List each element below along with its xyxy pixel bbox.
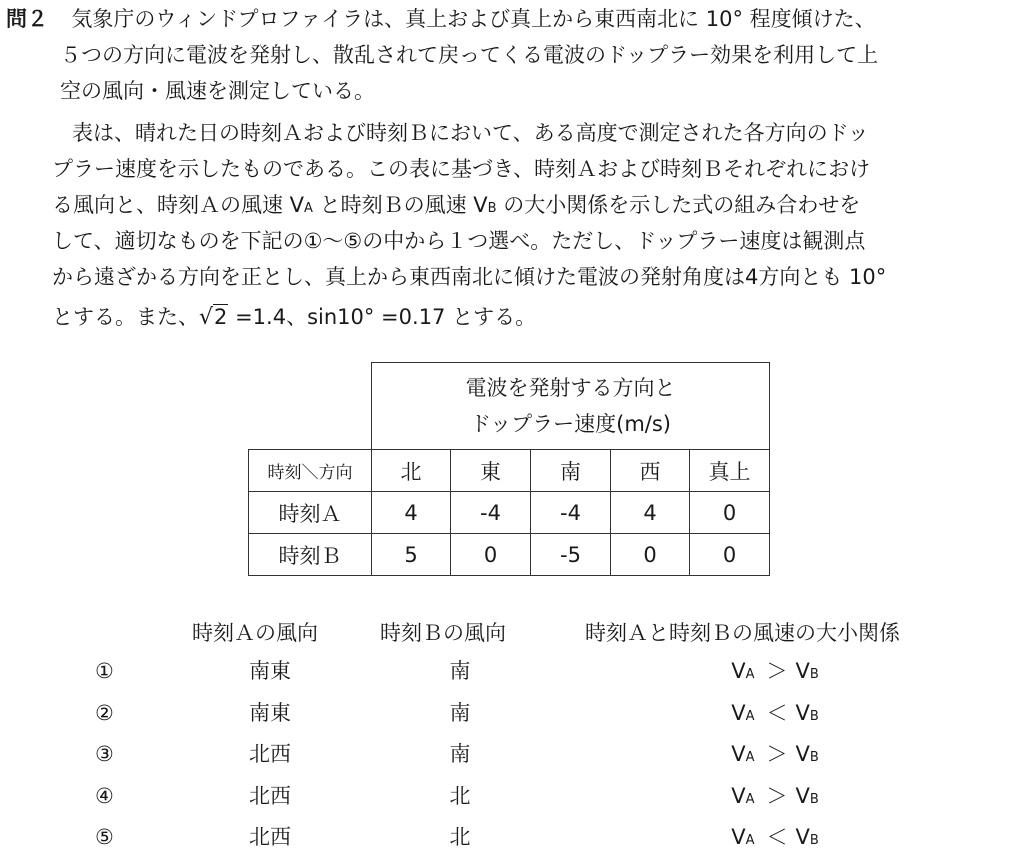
subscript-b: B (487, 201, 497, 216)
relation-symbol: ＞ (766, 784, 788, 808)
option-wind-dir-a: 北西 (249, 825, 291, 849)
question-line-3: 空の風向・風速を測定している。 (60, 79, 375, 103)
option-speed-relation (690, 781, 860, 815)
question-line-4: 表は、晴れた日の時刻Ａおよび時刻Ｂにおいて、ある高度で測定された各方向のドッ (72, 121, 869, 145)
table-header-line-2: ドップラー速度(m/s) (469, 412, 672, 436)
question-number: 問２ (6, 7, 48, 31)
table-cell: -5 (531, 534, 611, 576)
sqrt-radicand: 2 (214, 305, 228, 329)
question-text-1: 気象庁のウィンドプロファイラは、真上および真上から東西南北に 10° 程度傾けた、 (71, 7, 876, 31)
v-symbol: V (795, 825, 810, 849)
subscript-a: A (745, 709, 755, 724)
option-speed-relation (690, 698, 860, 732)
v-symbol: V (731, 742, 746, 766)
v-symbol: V (731, 659, 746, 683)
option-wind-dir-b: 南 (449, 659, 471, 683)
table-header-line-1: 電波を発射する方向と (465, 376, 676, 400)
question-line-1 (6, 4, 876, 34)
table-direction-row (249, 450, 770, 492)
option-wind-dir-a: 北西 (249, 742, 291, 766)
dir-north: 北 (372, 450, 451, 492)
option-wind-dir-a: 北西 (249, 784, 291, 808)
table-cell: 4 (611, 492, 690, 534)
table-cell: -4 (451, 492, 531, 534)
v-symbol: V (795, 742, 810, 766)
dir-south: 南 (531, 450, 611, 492)
subscript-b: B (809, 750, 819, 765)
subscript-a: A (304, 201, 313, 216)
subscript-a: A (745, 750, 755, 765)
question-line-2: ５つの方向に電波を発射し、散乱されて戻ってくる電波のドップラー効果を利用して上 (60, 43, 879, 67)
option-speed-relation (690, 656, 860, 690)
options-header-rel: 時刻Ａと時刻Ｂの風速の大小関係 (585, 621, 900, 645)
relation-symbol: ＞ (766, 659, 788, 683)
v-symbol: V (795, 784, 810, 808)
option-number[interactable]: ⑤ (95, 825, 114, 849)
table-cell: 0 (451, 534, 531, 576)
option-speed-relation (690, 739, 860, 773)
table-cell: 4 (372, 492, 451, 534)
table-header-cell (372, 363, 770, 450)
question-text-6a: る風向と、時刻Ａの風速 V (52, 193, 305, 217)
option-wind-dir-b: 北 (449, 825, 471, 849)
table-blank-cell (249, 363, 372, 450)
options-header-b: 時刻Ｂの風向 (380, 621, 506, 645)
dir-east: 東 (451, 450, 531, 492)
relation-symbol: ＞ (766, 742, 788, 766)
option-number[interactable]: ④ (95, 784, 114, 808)
table-cell: 0 (690, 534, 770, 576)
question-line-8: から遠ざかる方向を正とし、真上から東西南北に傾けた電波の発射角度は4方向とも 10° (52, 265, 887, 289)
table-cell: -4 (531, 492, 611, 534)
option-number[interactable]: ① (95, 659, 114, 683)
row-label-a: 時刻Ａ (249, 492, 372, 534)
question-line-5: プラー速度を示したものである。この表に基づき、時刻Ａおよび時刻Ｂそれぞれにおけ (52, 157, 871, 181)
table-row (249, 492, 770, 534)
question-text-6c: の大小関係を示した式の組み合わせを (496, 193, 861, 217)
question-line-7: して、適切なものを下記の①〜⑤の中から１つ選べ。ただし、ドップラー速度は観測点 (52, 229, 866, 253)
table-corner-label: 時刻＼方向 (249, 450, 372, 492)
subscript-a: A (745, 667, 755, 682)
v-symbol: V (731, 784, 746, 808)
option-number[interactable]: ② (95, 701, 114, 725)
dir-zenith: 真上 (690, 450, 770, 492)
table-row (249, 534, 770, 576)
v-symbol: V (795, 701, 810, 725)
subscript-a: A (745, 833, 755, 848)
v-symbol: V (731, 825, 746, 849)
question-text-9a: とする。また、 (52, 305, 199, 329)
subscript-a: A (745, 792, 755, 807)
dir-west: 西 (611, 450, 690, 492)
relation-symbol: ＜ (766, 701, 788, 725)
subscript-b: B (809, 667, 819, 682)
question-line-6 (52, 190, 860, 224)
subscript-b: B (809, 833, 819, 848)
sqrt-symbol: √2 (199, 305, 228, 330)
v-symbol: V (795, 659, 810, 683)
option-wind-dir-a: 南東 (249, 701, 291, 725)
v-symbol: V (731, 701, 746, 725)
option-wind-dir-a: 南東 (249, 659, 291, 683)
question-text-6b: と時刻Ｂの風速 V (312, 193, 488, 217)
option-wind-dir-b: 南 (449, 701, 471, 725)
question-text-9b: =1.4、sin10° =0.17 とする。 (228, 305, 537, 329)
relation-symbol: ＜ (766, 825, 788, 849)
options-header-a: 時刻Ａの風向 (192, 621, 318, 645)
row-label-b: 時刻Ｂ (249, 534, 372, 576)
table-cell: 0 (611, 534, 690, 576)
subscript-b: B (809, 709, 819, 724)
option-number[interactable]: ③ (95, 742, 114, 766)
option-speed-relation (690, 822, 860, 856)
option-wind-dir-b: 南 (449, 742, 471, 766)
option-wind-dir-b: 北 (449, 784, 471, 808)
doppler-table (248, 362, 770, 576)
question-line-9 (52, 302, 536, 333)
table-cell: 0 (690, 492, 770, 534)
table-cell: 5 (372, 534, 451, 576)
subscript-b: B (809, 792, 819, 807)
